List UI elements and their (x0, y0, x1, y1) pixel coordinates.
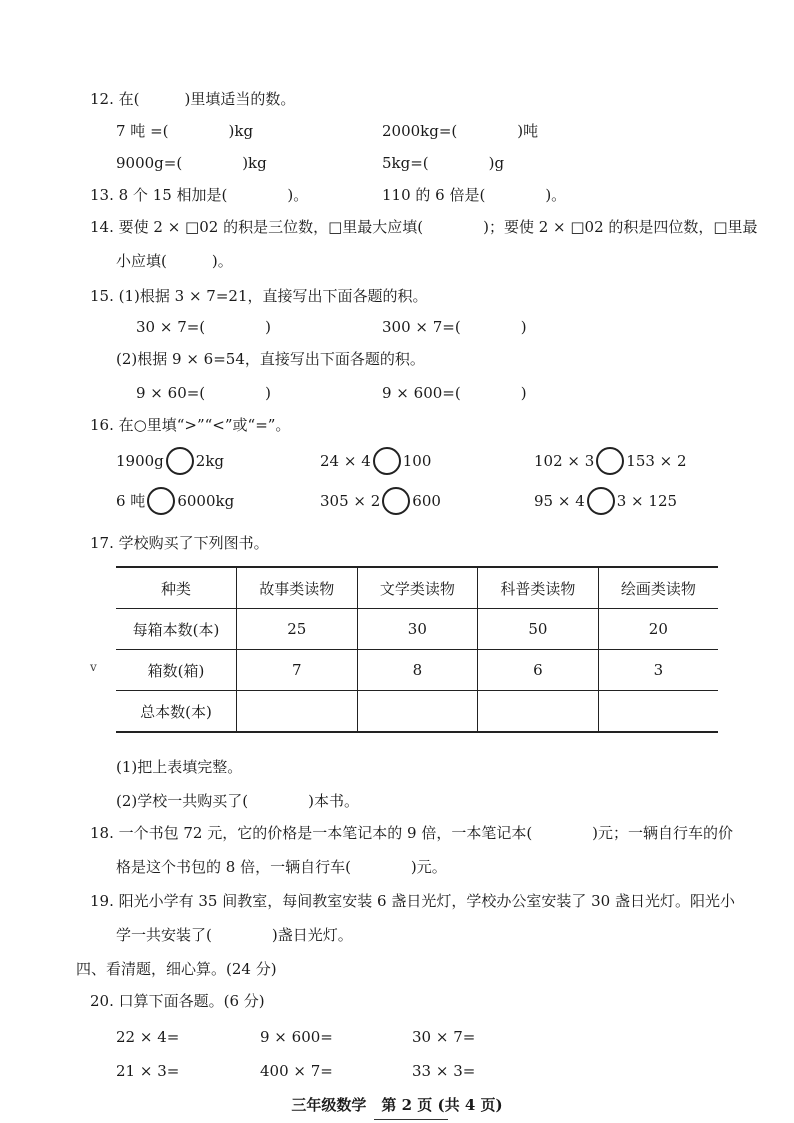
table-answer-cell[interactable] (478, 691, 599, 733)
table-cell: 3 (598, 650, 718, 691)
q17-sub1: (1)把上表填完整。 (116, 758, 243, 776)
compare-circle[interactable] (382, 487, 410, 515)
books-table (116, 566, 718, 733)
mental-math-item[interactable]: 9 × 600= (260, 1028, 333, 1046)
mental-math-item[interactable]: 400 × 7= (260, 1062, 333, 1080)
q16-left: 95 × 4 (534, 492, 585, 510)
table-cell: 箱数(箱) (116, 650, 237, 691)
q15-blank-a[interactable]: 30 × 7=( ) (136, 318, 272, 336)
q12-blank-b[interactable]: 2000kg=( )吨 (382, 122, 539, 140)
q16-compare-2 (320, 446, 431, 476)
table-header-cell: 绘画类读物 (598, 567, 718, 609)
q16-right: 600 (412, 492, 441, 510)
mental-math-item[interactable]: 21 × 3= (116, 1062, 180, 1080)
table-cell: 8 (357, 650, 478, 691)
q12-blank-a[interactable]: 7 吨 =( )kg (116, 122, 254, 140)
table-row (116, 650, 718, 691)
q16-compare-4 (116, 486, 234, 516)
mental-math-item[interactable]: 30 × 7= (412, 1028, 476, 1046)
table-cell: 25 (237, 609, 358, 650)
q16-right: 2kg (195, 452, 225, 470)
q19-line2[interactable]: 学一共安装了( )盏日光灯。 (116, 926, 353, 944)
q18-line1[interactable]: 18. 一个书包 72 元，它的价格是一本笔记本的 9 倍，一本笔记本( )元；一辆自行车的价 (90, 824, 734, 842)
table-cell: 20 (598, 609, 718, 650)
compare-circle[interactable] (587, 487, 615, 515)
q15-blank-c[interactable]: 9 × 60=( ) (136, 384, 272, 402)
compare-circle[interactable] (596, 447, 624, 475)
page-footer: 三年级数学 第 2 页 (共 4 页) (291, 1096, 503, 1114)
table-row (116, 691, 718, 733)
q12-blank-c[interactable]: 9000g=( )kg (116, 154, 267, 172)
q16-compare-3 (534, 446, 687, 476)
compare-circle[interactable] (373, 447, 401, 475)
q18-line2[interactable]: 格是这个书包的 8 倍，一辆自行车( )元。 (116, 858, 447, 876)
table-cell: 总本数(本) (116, 691, 237, 733)
q16-compare-1 (116, 446, 224, 476)
q15-title1: 15. (1)根据 3 × 7=21，直接写出下面各题的积。 (90, 287, 428, 305)
table-cell: 6 (478, 650, 599, 691)
q16-right: 153 × 2 (626, 452, 687, 470)
table-answer-cell[interactable] (357, 691, 478, 733)
q16-left: 24 × 4 (320, 452, 371, 470)
q13-part-b[interactable]: 110 的 6 倍是( )。 (382, 186, 567, 204)
q16-left: 102 × 3 (534, 452, 595, 470)
q16-title: 16. 在○里填“>”“<”或“=”。 (90, 416, 291, 434)
q16-left: 1900g (116, 452, 164, 470)
q14-line1[interactable]: 14. 要使 2 × □02 的积是三位数，□里最大应填( )；要使 2 × □02 的积是四位数，□里最 (90, 218, 758, 236)
compare-circle[interactable] (147, 487, 175, 515)
q17-sub2[interactable]: (2)学校一共购买了( )本书。 (116, 792, 359, 810)
q13-part-a[interactable]: 13. 8 个 15 相加是( )。 (90, 186, 309, 204)
q15-blank-d[interactable]: 9 × 600=( ) (382, 384, 527, 402)
stray-mark: v (90, 660, 97, 674)
table-header-row (116, 567, 718, 609)
section-4-heading: 四、看清题，细心算。(24 分) (76, 960, 277, 978)
table-header-cell: 种类 (116, 567, 237, 609)
q20-title: 20. 口算下面各题。(6 分) (90, 992, 265, 1010)
compare-circle[interactable] (166, 447, 194, 475)
q16-left: 305 × 2 (320, 492, 381, 510)
table-cell: 50 (478, 609, 599, 650)
q16-compare-5 (320, 486, 441, 516)
q16-left: 6 吨 (116, 492, 146, 510)
q15-blank-b[interactable]: 300 × 7=( ) (382, 318, 527, 336)
q14-line2[interactable]: 小应填( )。 (116, 252, 233, 270)
q16-compare-6 (534, 486, 677, 516)
table-header-cell: 科普类读物 (478, 567, 599, 609)
table-cell: 7 (237, 650, 358, 691)
table-header-cell: 故事类读物 (237, 567, 358, 609)
q19-line1: 19. 阳光小学有 35 间教室，每间教室安装 6 盏日光灯，学校办公室安装了 30 盏日光灯。阳光小 (90, 892, 735, 910)
q16-right: 6000kg (177, 492, 235, 510)
q16-right: 100 (402, 452, 432, 470)
table-answer-cell[interactable] (237, 691, 358, 733)
mental-math-item[interactable]: 22 × 4= (116, 1028, 180, 1046)
mental-math-item[interactable]: 33 × 3= (412, 1062, 476, 1080)
table-answer-cell[interactable] (598, 691, 718, 733)
q16-right: 3 × 125 (616, 492, 678, 510)
q17-title: 17. 学校购买了下列图书。 (90, 534, 269, 552)
q15-title2: (2)根据 9 × 6=54，直接写出下面各题的积。 (116, 350, 425, 368)
table-cell: 30 (357, 609, 478, 650)
q12-title: 12. 在( )里填适当的数。 (90, 90, 296, 108)
q12-blank-d[interactable]: 5kg=( )g (382, 154, 505, 172)
footer-divider (374, 1119, 448, 1120)
table-cell: 每箱本数(本) (116, 609, 237, 650)
table-row (116, 609, 718, 650)
table-header-cell: 文学类读物 (357, 567, 478, 609)
